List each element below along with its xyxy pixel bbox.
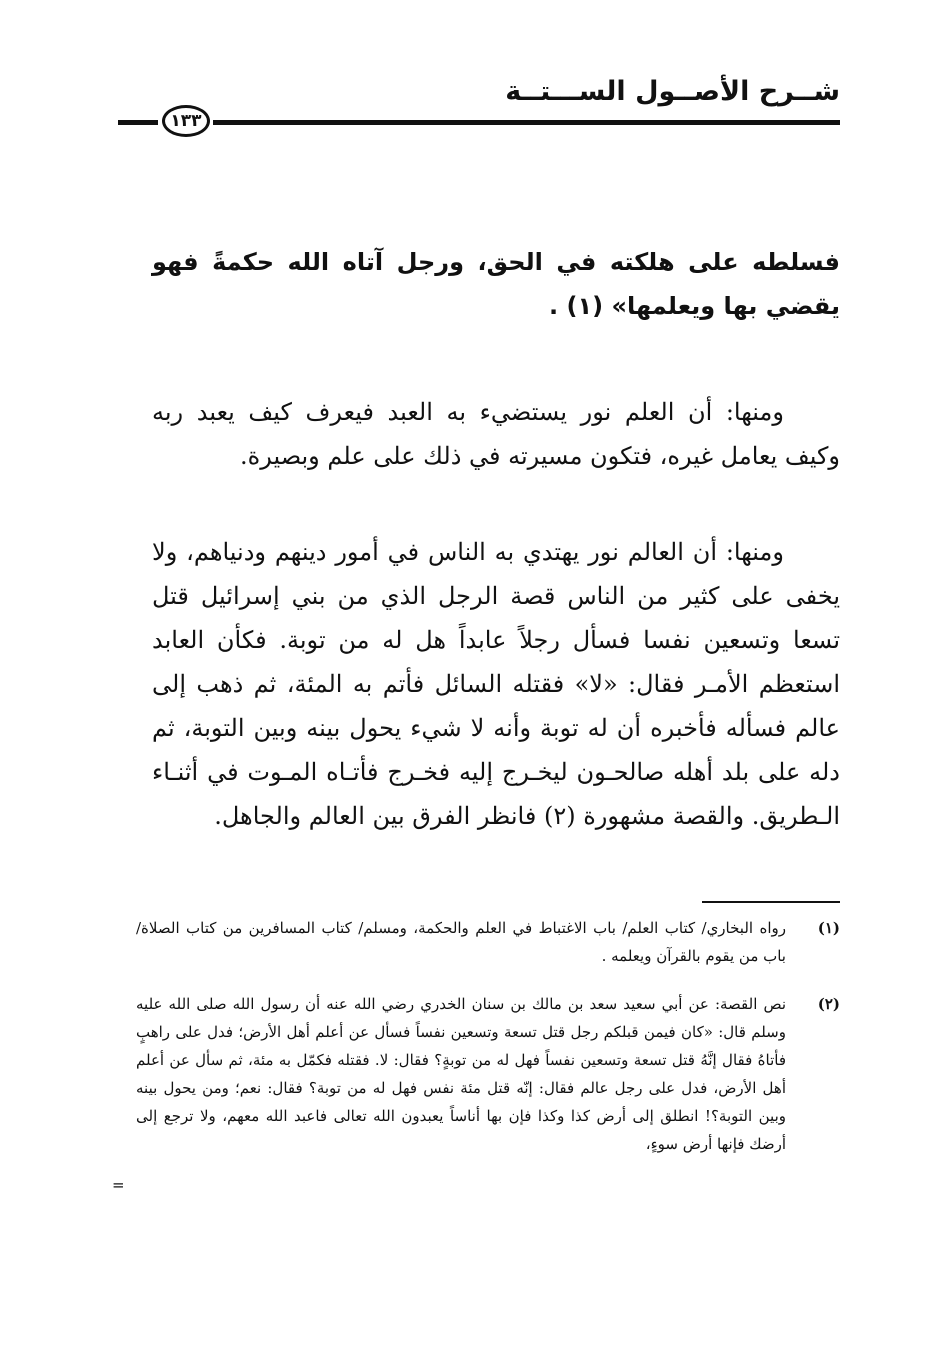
header-rule [213, 120, 840, 125]
paragraph-3-text: ومنها: أن العالم نور يهتدي به الناس في أمور دينهم ودنياهم، ولا يخفى على كثير من الناس قصة الرجل الذي من بني إسرائيل قتل تسعا وتسعين نفسا فسأل رجلاً عابداً هل له من توبة. فكأن العابد استعظم الأمـر فقال: «لا» فقتله السائل فأتم به المئة، ثم ذهب إلى عالم فسأله فأخبره أن له توبة وأنه لا شيء يحول بينه وبين التوبة، ثم دله على بلد أهله صالحـون ليخـرج إليه فخـرج فأتـاه المـوت في أثنـاء الـطريق. والقصة مشهورة (٢) فانظر الفرق بين العالم والجاهل. [152, 538, 840, 830]
paragraph-2-text: ومنها: أن العلم نور يستضيء به العبد فيعرف كيف يعبد ربه وكيف يعامل غيره، فتكون مسيرته في ذلك على علم وبصيرة. [152, 398, 840, 470]
header-rule-short [118, 120, 158, 125]
paragraph-3 [152, 530, 840, 838]
footnote-2 [136, 990, 840, 1158]
paragraph-2 [152, 390, 840, 478]
running-title: شــرح الأصــول الســـتــة [505, 76, 840, 107]
page-number: ١٣٣ [162, 105, 210, 137]
footnote-number: (١) [817, 919, 840, 937]
footnote-1 [136, 914, 840, 970]
continuation-mark: = [112, 1176, 125, 1194]
footnote-text: رواه البخاري/ كتاب العلم/ باب الاغتباط في العلم والحكمة، ومسلم/ كتاب المسافرين من كتاب الصلاة/ باب من يقوم بالقرآن ويعلمه . [136, 919, 786, 965]
page-header [118, 76, 840, 138]
footnote-number: (٢) [817, 995, 840, 1013]
footnote-text: نص القصة: عن أبي سعيد سعد بن مالك بن سنان الخدري رضي الله عنه أن رسول الله صلى الله عليه وسلم قال: «كان فيمن قبلكم رجل قتل تسعة وتسعين نفساً فسأل عن أعلم أهل الأرض؛ فدل على راهبٍ فأتاهُ فقال إنَّهُ قتل تسعة وتسعين نفساً فهل له من توبةٍ؟ فقال: لا. فقتله فكمّل به مئة، ثم سأل عن أعلم أهل الأرض، فدل على رجل عالم فقال: إنّه قتل مئة نفس فهل له من توبة؟ فقال: نعم؛ ومن يحول بينه وبين التوبة؟! انطلق إلى أرض كذا وكذا فإن بها أناساً يعبدون الله تعالى فاعبد الله معهم، ولا ترجع إلى أرضك فإنها أرض سوءٍ، [136, 995, 786, 1153]
paragraph-1: فسلطه على هلكته في الحق، ورجل آتاه الله حكمةً فهو يقضي بها ويعلمها» (١) . [152, 248, 840, 320]
footnote-separator [702, 901, 840, 903]
